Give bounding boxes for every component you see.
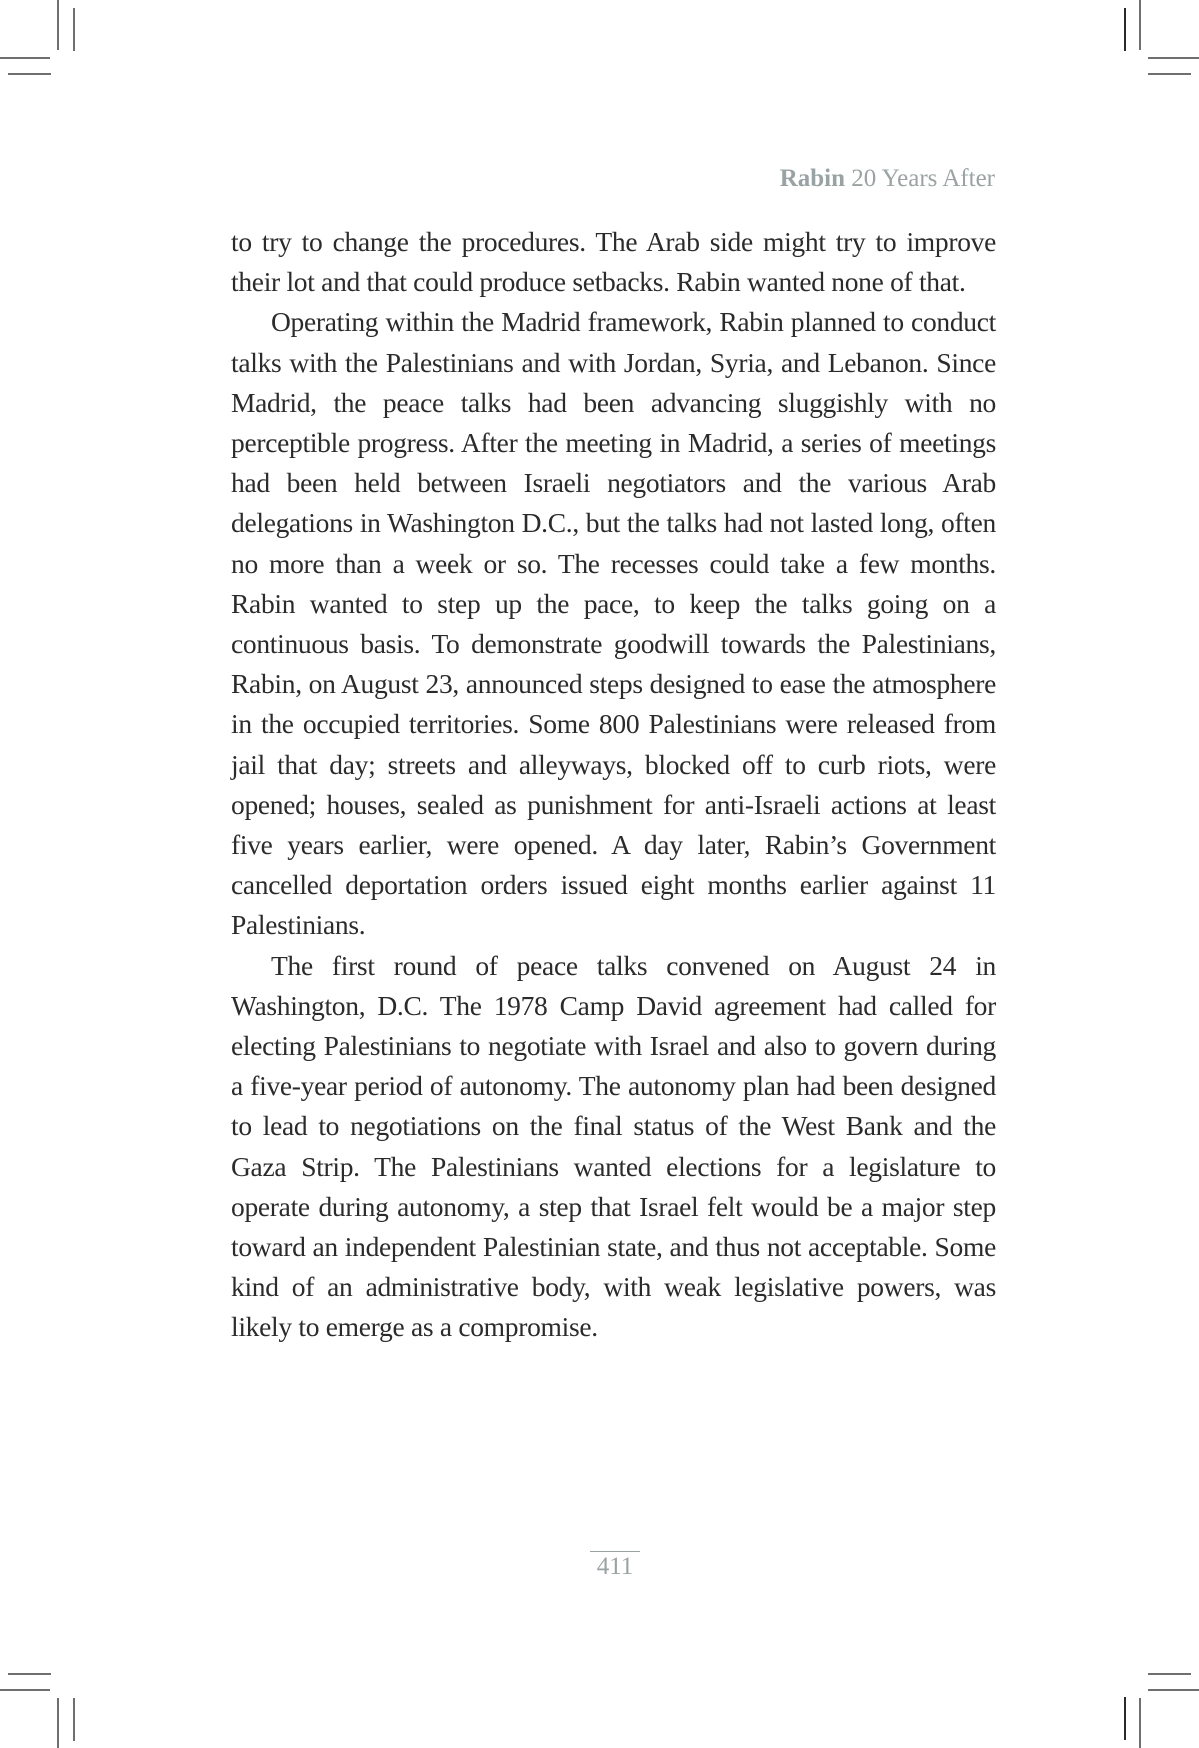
crop-mark-top-left-v2	[73, 8, 75, 51]
crop-mark-bottom-right-h2	[1148, 1689, 1199, 1691]
crop-mark-bottom-right-v1	[1124, 1697, 1126, 1740]
page-number: 411	[590, 1551, 640, 1580]
paragraph: Operating within the Madrid framework, Rabin planned to conduct talks with the Palestinians and with Jordan, Syria, and Lebanon. Since Madrid, the peace talks had been advancing sluggishly with no perceptible progress. After the meeting in Madrid, a series of meetings had been held between Israeli negotiators and the various Arab delegations in Washington D.C., but the talks had not lasted long, often no more than a week or so. The recesses could take a few months. Rabin wanted to step up the pace, to keep the talks going on a continuous basis. To demonstrate goodwill towards the Palestinians, Rabin, on August 23, announced steps designed to ease the atmosphere in the occupied territories. Some 800 Palestinians were released from jail that day; streets and alleyways, blocked off to curb riots, were opened; houses, sealed as punishment for anti-Israeli actions at least five years earlier, were opened. A day later, Rabin’s Government cancelled deportation orders issued eight months earlier against 11 Palestinians.	[231, 306, 996, 941]
crop-mark-top-left-h2	[8, 73, 51, 75]
crop-mark-top-left-h1	[0, 57, 50, 59]
crop-mark-bottom-left-h2	[0, 1689, 50, 1691]
paragraph: The first round of peace talks convened on August 24 in Washington, D.C. The 1978 Camp David agreement had called for electing Palestinians to negotiate with Israel and also to govern during a five-year period of autonomy. The autonomy plan had been designed to lead to negotiations on the final status of the West Bank and the Gaza Strip. The Palestinians wanted elections for a legislature to operate during autonomy, a step that Israel felt would be a major step toward an independent Palestinian state, and thus not acceptable. Some kind of an administrative body, with weak legislative powers, was likely to emerge as a compromise.	[231, 949, 996, 1343]
crop-mark-bottom-left-h1	[8, 1673, 51, 1675]
crop-mark-bottom-right-h1	[1148, 1673, 1191, 1675]
running-header-bold: Rabin	[779, 165, 845, 192]
body-text	[231, 222, 996, 1348]
crop-mark-top-right-v1	[1124, 8, 1126, 51]
running-header	[780, 165, 995, 193]
crop-mark-bottom-right-v2	[1139, 1698, 1141, 1748]
crop-mark-top-right-v2	[1139, 0, 1141, 50]
crop-mark-bottom-left-v1	[57, 1698, 59, 1748]
crop-mark-top-right-h2	[1148, 73, 1191, 75]
crop-mark-top-right-h1	[1148, 57, 1199, 59]
crop-mark-bottom-left-v2	[73, 1698, 75, 1741]
paragraph: to try to change the procedures. The Arab side might try to improve their lot and that could produce setbacks. Rabin wanted none of that.	[231, 226, 996, 298]
running-header-rest: 20 Years After	[845, 165, 995, 192]
crop-mark-top-left-v1	[57, 0, 59, 50]
